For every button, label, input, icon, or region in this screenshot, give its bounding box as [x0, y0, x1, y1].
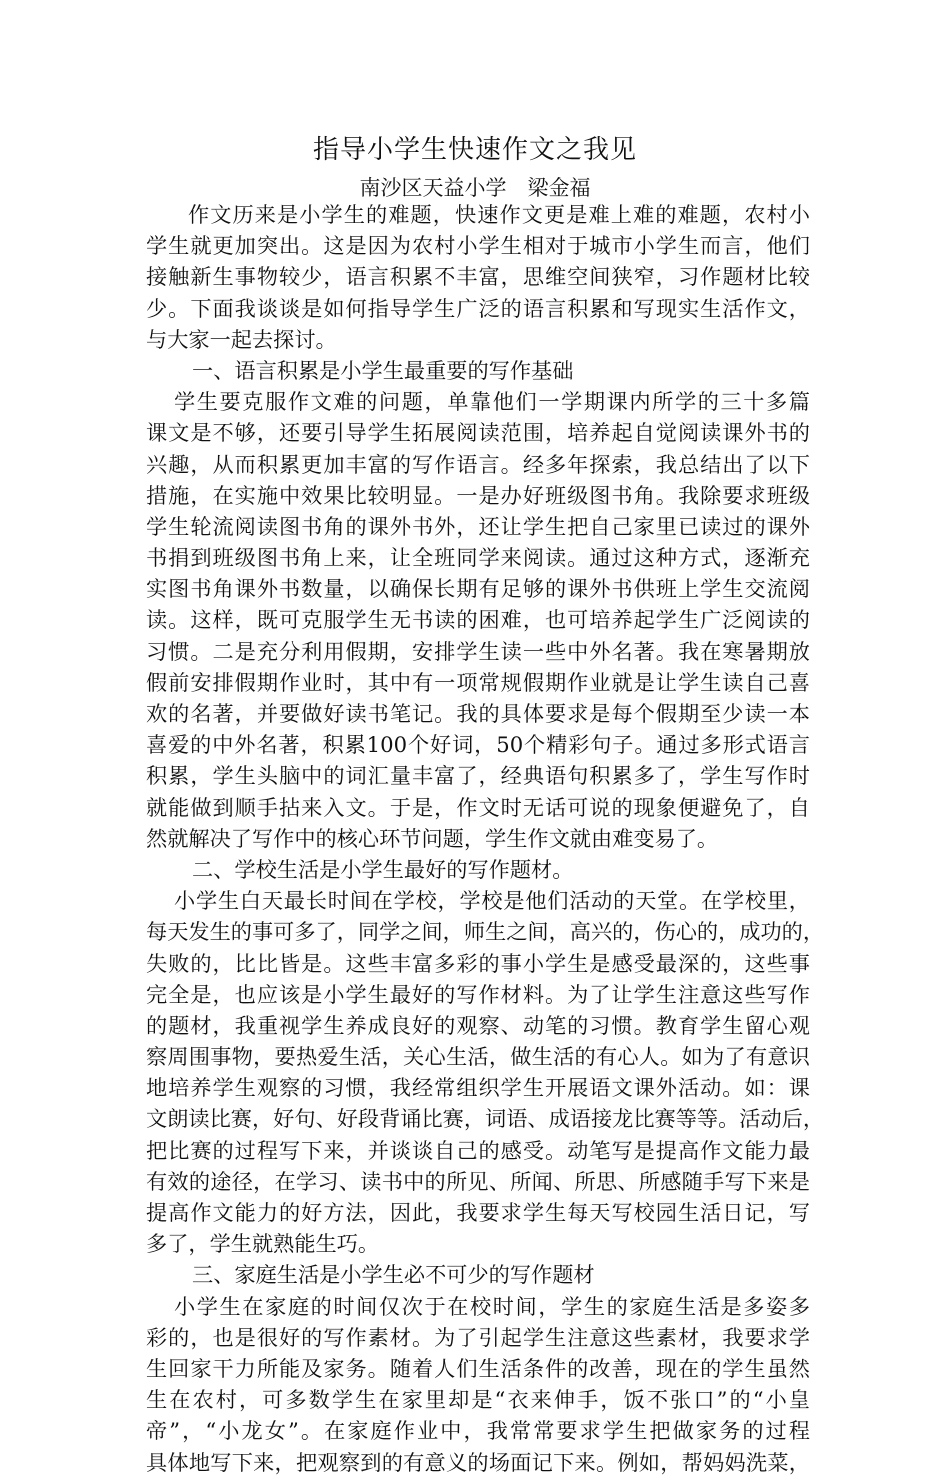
text-line: 完全是，也应该是小学生最好的写作材料。为了让学生注意这些写作: [146, 981, 810, 1007]
text-line: 书捐到班级图书角上来，让全班同学来阅读。通过这种方式，逐渐充: [146, 545, 810, 571]
section-heading: 二、学校生活是小学生最好的写作题材。: [192, 856, 574, 882]
text-line: 少。下面我谈谈是如何指导学生广泛的语言积累和写现实生活作文，: [146, 295, 810, 321]
text-line: 措施，在实施中效果比较明显。一是办好班级图书角。我除要求班级: [146, 482, 810, 508]
document-body: [146, 199, 825, 1478]
text-line: 有效的途径，在学习、读书中的所见、所闻、所思、所感随手写下来是: [146, 1168, 810, 1194]
text-line: 多了，学生就熟能生巧。: [146, 1231, 380, 1257]
text-line: 兴趣，从而积累更加丰富的写作语言。经多年探索，我总结出了以下: [146, 451, 810, 477]
text-line: 地培养学生观察的习惯，我经常组织学生开展语文课外活动。如：课: [146, 1075, 810, 1101]
text-line: 实图书角课外书数量，以确保长期有足够的课外书供班上学生交流阅: [146, 576, 810, 602]
text-line: 小学生在家庭的时间仅次于在校时间，学生的家庭生活是多姿多: [174, 1293, 810, 1319]
section-heading: 三、家庭生活是小学生必不可少的写作题材: [192, 1262, 595, 1288]
text-line: 每天发生的事可多了，同学之间，师生之间，高兴的，伤心的，成功的，: [146, 919, 825, 945]
text-line: 文朗读比赛，好句、好段背诵比赛，词语、成语接龙比赛等等。活动后，: [146, 1106, 825, 1132]
text-line: 的题材，我重视学生养成良好的观察、动笔的习惯。教育学生留心观: [146, 1012, 810, 1038]
text-line: 就能做到顺手拈来入文。于是，作文时无话可说的现象便避免了，自: [146, 794, 810, 820]
text-line: 作文历来是小学生的难题，快速作文更是难上难的难题，农村小: [188, 202, 810, 227]
text-line: 失败的，比比皆是。这些丰富多彩的事小学生是感受最深的，这些事: [146, 950, 810, 976]
text-line: 接触新生事物较少，语言积累不丰富，思维空间狭窄，习作题材比较: [146, 264, 810, 290]
text-line: 彩的，也是很好的写作素材。为了引起学生注意这些素材，我要求学: [146, 1324, 810, 1350]
text-line: 生回家干力所能及家务。随着人们生活条件的改善，现在的学生虽然: [146, 1355, 810, 1381]
text-line: 欢的名著，并要做好读书笔记。我的具体要求是每个假期至少读一本: [146, 701, 810, 726]
document-title: 指导小学生快速作文之我见: [312, 135, 637, 165]
text-line: 读。这样，既可克服学生无书读的困难，也可培养起学生广泛阅读的: [146, 607, 810, 633]
text-line: 学生轮流阅读图书角的课外书外，还让学生把自己家里已读过的课外: [146, 513, 810, 539]
text-line: 然就解决了写作中的核心环节问题，学生作文就由难变易了。: [146, 825, 719, 851]
text-line: 提高作文能力的好方法，因此，我要求学生每天写校园生活日记，写: [146, 1200, 810, 1225]
text-line: 生在农村，可多数学生在家里却是“衣来伸手，饭不张口”的“小皇: [146, 1387, 810, 1413]
text-line: 积累，学生头脑中的词汇量丰富了，经典语句积累多了，学生写作时: [146, 763, 810, 789]
text-line: 小学生白天最长时间在学校，学校是他们活动的天堂。在学校里，: [174, 888, 810, 914]
text-line: 学生要克服作文难的问题，单靠他们一学期课内所学的三十多篇: [174, 389, 810, 415]
author-line: 南沙区天益小学 梁金福: [359, 176, 591, 200]
text-line: 察周围事物，要热爱生活，关心生活，做生活的有心人。如为了有意识: [146, 1044, 810, 1070]
text-line: 与大家一起去探讨。: [146, 326, 337, 352]
text-line: 具体地写下来，把观察到的有意义的场面记下来。例如，帮妈妈洗菜，: [146, 1449, 810, 1475]
text-line: 帝”，“小龙女”。在家庭作业中，我常常要求学生把做家务的过程: [146, 1418, 810, 1444]
text-line: 习惯。二是充分利用假期，安排学生读一些中外名著。我在寒暑期放: [146, 638, 810, 664]
text-line: 把比赛的过程写下来，并谈谈自己的感受。动笔写是提高作文能力最: [146, 1137, 810, 1163]
section-heading: 一、语言积累是小学生最重要的写作基础: [192, 357, 574, 383]
text-line: 课文是不够，还要引导学生拓展阅读范围，培养起自觉阅读课外书的: [146, 420, 810, 446]
text-line: 喜爱的中外名著，积累100个好词，50个精彩句子。通过多形式语言: [146, 732, 810, 758]
text-line: 假前安排假期作业时，其中有一项常规假期作业就是让学生读自己喜: [146, 669, 810, 695]
text-line: 学生就更加突出。这是因为农村小学生相对于城市小学生而言，他们: [146, 233, 810, 259]
